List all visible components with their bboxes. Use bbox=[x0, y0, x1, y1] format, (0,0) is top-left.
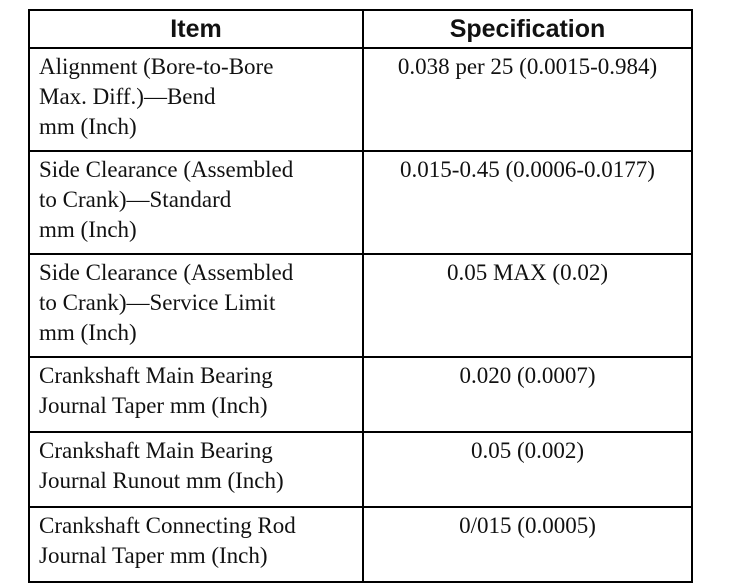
item-cell: Side Clearance (Assembled to Crank)—Standard mm (Inch) bbox=[29, 151, 363, 254]
item-cell: Crankshaft Main Bearing Journal Runout mm (Inch) bbox=[29, 432, 363, 507]
spec-cell: 0.05 (0.002) bbox=[363, 432, 692, 507]
table-header bbox=[29, 10, 692, 48]
table-body bbox=[29, 48, 692, 582]
table-row bbox=[29, 254, 692, 357]
specification-table bbox=[28, 9, 693, 583]
table-row bbox=[29, 48, 692, 151]
item-cell: Side Clearance (Assembled to Crank)—Service Limit mm (Inch) bbox=[29, 254, 363, 357]
spec-cell: 0.020 (0.0007) bbox=[363, 357, 692, 432]
header-item: Item bbox=[29, 10, 363, 48]
spec-cell: 0.05 MAX (0.02) bbox=[363, 254, 692, 357]
item-cell: Crankshaft Connecting Rod Journal Taper mm (Inch) bbox=[29, 507, 363, 582]
table-row bbox=[29, 151, 692, 254]
spec-cell: 0/015 (0.0005) bbox=[363, 507, 692, 582]
header-row bbox=[29, 10, 692, 48]
spec-cell: 0.015-0.45 (0.0006-0.0177) bbox=[363, 151, 692, 254]
header-specification: Specification bbox=[363, 10, 692, 48]
table-row bbox=[29, 432, 692, 507]
item-cell: Crankshaft Main Bearing Journal Taper mm (Inch) bbox=[29, 357, 363, 432]
table-row bbox=[29, 507, 692, 582]
spec-cell: 0.038 per 25 (0.0015-0.984) bbox=[363, 48, 692, 151]
table-row bbox=[29, 357, 692, 432]
item-cell: Alignment (Bore-to-Bore Max. Diff.)—Bend mm (Inch) bbox=[29, 48, 363, 151]
